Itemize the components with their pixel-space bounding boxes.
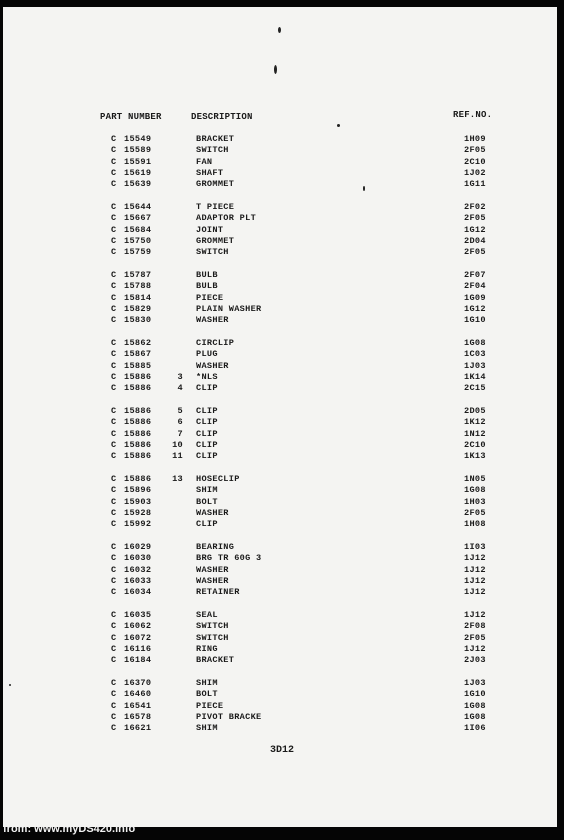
part-ref-no: 1J03 — [464, 678, 486, 688]
part-ref-no: 1G10 — [464, 315, 486, 326]
part-ref-no: 1I06 — [464, 723, 486, 734]
part-number: 16621 — [124, 723, 152, 734]
part-description: BOLT — [196, 496, 218, 507]
part-prefix: C — [111, 247, 117, 258]
part-sub-number: 6 — [177, 417, 183, 428]
part-ref-no: 2C10 — [464, 156, 486, 167]
part-description: SHIM — [196, 723, 218, 734]
part-sub-number: 13 — [172, 474, 183, 484]
part-description: SHIM — [196, 485, 218, 496]
part-prefix: C — [111, 632, 117, 643]
part-ref-no: 2F05 — [464, 632, 486, 643]
part-number: 15750 — [124, 235, 152, 246]
part-ref-no: 1G12 — [464, 303, 486, 314]
part-prefix: C — [111, 315, 117, 326]
part-number: 16460 — [124, 689, 152, 700]
part-number: 15787 — [124, 270, 152, 280]
part-number: 15829 — [124, 303, 152, 314]
part-ref-no: 1G11 — [464, 179, 486, 190]
part-ref-no: 1J12 — [464, 553, 486, 564]
part-prefix: C — [111, 134, 117, 144]
source-watermark: from: www.myDS420.info — [3, 823, 136, 835]
part-number: 15886 — [124, 451, 152, 462]
part-description: CLIP — [196, 519, 218, 530]
part-description: BRACKET — [196, 134, 235, 144]
part-description: CLIP — [196, 428, 218, 439]
part-number: 16370 — [124, 678, 152, 688]
part-ref-no: 1G08 — [464, 700, 486, 711]
part-prefix: C — [111, 270, 117, 280]
part-ref-no: 1N05 — [464, 474, 486, 484]
part-ref-no: 2J03 — [464, 655, 486, 666]
part-description: RING — [196, 643, 218, 654]
part-prefix: C — [111, 575, 117, 586]
part-number: 15788 — [124, 281, 152, 292]
part-prefix: C — [111, 610, 117, 620]
part-ref-no: 2D04 — [464, 235, 486, 246]
part-ref-no: 2F05 — [464, 145, 486, 156]
part-prefix: C — [111, 202, 117, 212]
part-description: BULB — [196, 281, 218, 292]
part-prefix: C — [111, 338, 117, 348]
part-number: 16029 — [124, 542, 152, 552]
part-ref-no: 1K12 — [464, 417, 486, 428]
part-ref-no: 1G08 — [464, 711, 486, 722]
part-number: 16032 — [124, 564, 152, 575]
part-ref-no: 2F08 — [464, 621, 486, 632]
part-ref-no: 1I03 — [464, 542, 486, 552]
part-number: 15814 — [124, 292, 152, 303]
part-prefix: C — [111, 360, 117, 371]
part-ref-no: 1J12 — [464, 643, 486, 654]
page-reference: 3D12 — [270, 745, 295, 756]
part-sub-number: 4 — [177, 383, 183, 394]
part-prefix: C — [111, 711, 117, 722]
part-prefix: C — [111, 507, 117, 518]
part-number: 15684 — [124, 224, 152, 235]
part-sub-number: 10 — [172, 439, 183, 450]
part-number: 16033 — [124, 575, 152, 586]
part-description: HOSECLIP — [196, 474, 240, 484]
part-prefix: C — [111, 281, 117, 292]
part-prefix: C — [111, 700, 117, 711]
part-prefix: C — [111, 689, 117, 700]
part-number: 15886 — [124, 439, 152, 450]
part-prefix: C — [111, 496, 117, 507]
part-ref-no: 1G08 — [464, 338, 486, 348]
part-number: 16541 — [124, 700, 152, 711]
part-number: 15589 — [124, 145, 152, 156]
scan-speck — [337, 124, 340, 127]
part-number: 15896 — [124, 485, 152, 496]
part-sub-number: 11 — [172, 451, 183, 462]
part-ref-no: 2F07 — [464, 270, 486, 280]
part-description: *NLS — [196, 371, 218, 382]
part-number: 15886 — [124, 428, 152, 439]
part-number: 15867 — [124, 349, 152, 360]
part-prefix: C — [111, 587, 117, 598]
part-description: BOLT — [196, 689, 218, 700]
part-description: PIECE — [196, 292, 224, 303]
part-description: CIRCLIP — [196, 338, 235, 348]
part-prefix: C — [111, 485, 117, 496]
part-description: BRACKET — [196, 655, 235, 666]
part-number: 15903 — [124, 496, 152, 507]
part-ref-no: 1H03 — [464, 496, 486, 507]
part-description: SWITCH — [196, 632, 229, 643]
part-description: SHAFT — [196, 167, 224, 178]
part-ref-no: 2F05 — [464, 213, 486, 224]
part-prefix: C — [111, 519, 117, 530]
part-prefix: C — [111, 417, 117, 428]
part-number: 15639 — [124, 179, 152, 190]
scan-speck — [9, 684, 11, 686]
part-description: SWITCH — [196, 247, 229, 258]
part-prefix: C — [111, 428, 117, 439]
part-prefix: C — [111, 383, 117, 394]
part-number: 15759 — [124, 247, 152, 258]
part-sub-number: 7 — [177, 428, 183, 439]
part-number: 16062 — [124, 621, 152, 632]
header-ref-no: REF.NO. — [453, 110, 493, 120]
part-ref-no: 1C03 — [464, 349, 486, 360]
part-number: 16578 — [124, 711, 152, 722]
part-ref-no: 1G08 — [464, 485, 486, 496]
part-ref-no: 2D05 — [464, 406, 486, 416]
part-number: 15667 — [124, 213, 152, 224]
part-prefix: C — [111, 213, 117, 224]
part-number: 16035 — [124, 610, 152, 620]
parts-list-page — [3, 7, 557, 827]
part-prefix: C — [111, 621, 117, 632]
part-ref-no: 1J12 — [464, 610, 486, 620]
part-ref-no: 2F05 — [464, 507, 486, 518]
part-ref-no: 2C15 — [464, 383, 486, 394]
part-number: 15928 — [124, 507, 152, 518]
part-prefix: C — [111, 643, 117, 654]
part-number: 15886 — [124, 417, 152, 428]
part-prefix: C — [111, 303, 117, 314]
part-description: FAN — [196, 156, 213, 167]
scan-speck — [278, 27, 281, 33]
part-number: 15992 — [124, 519, 152, 530]
part-prefix: C — [111, 655, 117, 666]
part-prefix: C — [111, 474, 117, 484]
part-prefix: C — [111, 451, 117, 462]
part-number: 16116 — [124, 643, 152, 654]
part-description: GROMMET — [196, 235, 235, 246]
part-description: ADAPTOR PLT — [196, 213, 257, 224]
part-number: 15886 — [124, 406, 152, 416]
part-ref-no: 2F04 — [464, 281, 486, 292]
part-number: 15644 — [124, 202, 152, 212]
part-prefix: C — [111, 542, 117, 552]
header-part-number: PART NUMBER — [100, 112, 162, 122]
part-description: WASHER — [196, 360, 229, 371]
part-description: SEAL — [196, 610, 218, 620]
part-number: 15549 — [124, 134, 152, 144]
part-prefix: C — [111, 235, 117, 246]
part-number: 15619 — [124, 167, 152, 178]
part-description: CLIP — [196, 383, 218, 394]
part-sub-number: 5 — [177, 406, 183, 416]
part-number: 15830 — [124, 315, 152, 326]
scan-speck — [274, 65, 277, 74]
part-description: T PIECE — [196, 202, 235, 212]
part-ref-no: 1J12 — [464, 575, 486, 586]
part-number: 15885 — [124, 360, 152, 371]
part-prefix: C — [111, 179, 117, 190]
part-description: PLUG — [196, 349, 218, 360]
part-ref-no: 2F02 — [464, 202, 486, 212]
part-prefix: C — [111, 224, 117, 235]
part-description: BRG TR 60G 3 — [196, 553, 262, 564]
part-ref-no: 1J02 — [464, 167, 486, 178]
part-number: 15862 — [124, 338, 152, 348]
part-ref-no: 1J03 — [464, 360, 486, 371]
part-description: RETAINER — [196, 587, 240, 598]
part-description: PLAIN WASHER — [196, 303, 262, 314]
part-prefix: C — [111, 156, 117, 167]
part-description: WASHER — [196, 315, 229, 326]
part-sub-number: 3 — [177, 371, 183, 382]
header-description: DESCRIPTION — [191, 112, 253, 122]
part-ref-no: 1N12 — [464, 428, 486, 439]
part-description: CLIP — [196, 439, 218, 450]
part-number: 15886 — [124, 383, 152, 394]
part-description: BEARING — [196, 542, 235, 552]
part-number: 16184 — [124, 655, 152, 666]
part-prefix: C — [111, 349, 117, 360]
part-number: 16072 — [124, 632, 152, 643]
part-prefix: C — [111, 439, 117, 450]
part-description: SWITCH — [196, 621, 229, 632]
part-ref-no: 1G12 — [464, 224, 486, 235]
part-description: SHIM — [196, 678, 218, 688]
part-ref-no: 1J12 — [464, 587, 486, 598]
part-description: JOINT — [196, 224, 224, 235]
part-number: 16030 — [124, 553, 152, 564]
part-description: WASHER — [196, 564, 229, 575]
part-description: WASHER — [196, 575, 229, 586]
part-description: GROMMET — [196, 179, 235, 190]
part-prefix: C — [111, 678, 117, 688]
part-ref-no: 1K13 — [464, 451, 486, 462]
part-description: PIVOT BRACKE — [196, 711, 262, 722]
part-prefix: C — [111, 553, 117, 564]
part-prefix: C — [111, 167, 117, 178]
part-ref-no: 2F05 — [464, 247, 486, 258]
part-prefix: C — [111, 145, 117, 156]
part-description: CLIP — [196, 406, 218, 416]
part-prefix: C — [111, 371, 117, 382]
part-number: 15886 — [124, 474, 152, 484]
part-description: CLIP — [196, 417, 218, 428]
part-prefix: C — [111, 723, 117, 734]
part-description: SWITCH — [196, 145, 229, 156]
part-number: 15591 — [124, 156, 152, 167]
part-ref-no: 1H09 — [464, 134, 486, 144]
part-description: PIECE — [196, 700, 224, 711]
part-description: WASHER — [196, 507, 229, 518]
part-prefix: C — [111, 406, 117, 416]
part-description: BULB — [196, 270, 218, 280]
part-ref-no: 2C10 — [464, 439, 486, 450]
part-prefix: C — [111, 564, 117, 575]
part-ref-no: 1J12 — [464, 564, 486, 575]
part-ref-no: 1G10 — [464, 689, 486, 700]
part-number: 15886 — [124, 371, 152, 382]
part-description: CLIP — [196, 451, 218, 462]
part-ref-no: 1G09 — [464, 292, 486, 303]
part-ref-no: 1K14 — [464, 371, 486, 382]
part-prefix: C — [111, 292, 117, 303]
scan-speck — [363, 186, 365, 191]
part-number: 16034 — [124, 587, 152, 598]
part-ref-no: 1H08 — [464, 519, 486, 530]
